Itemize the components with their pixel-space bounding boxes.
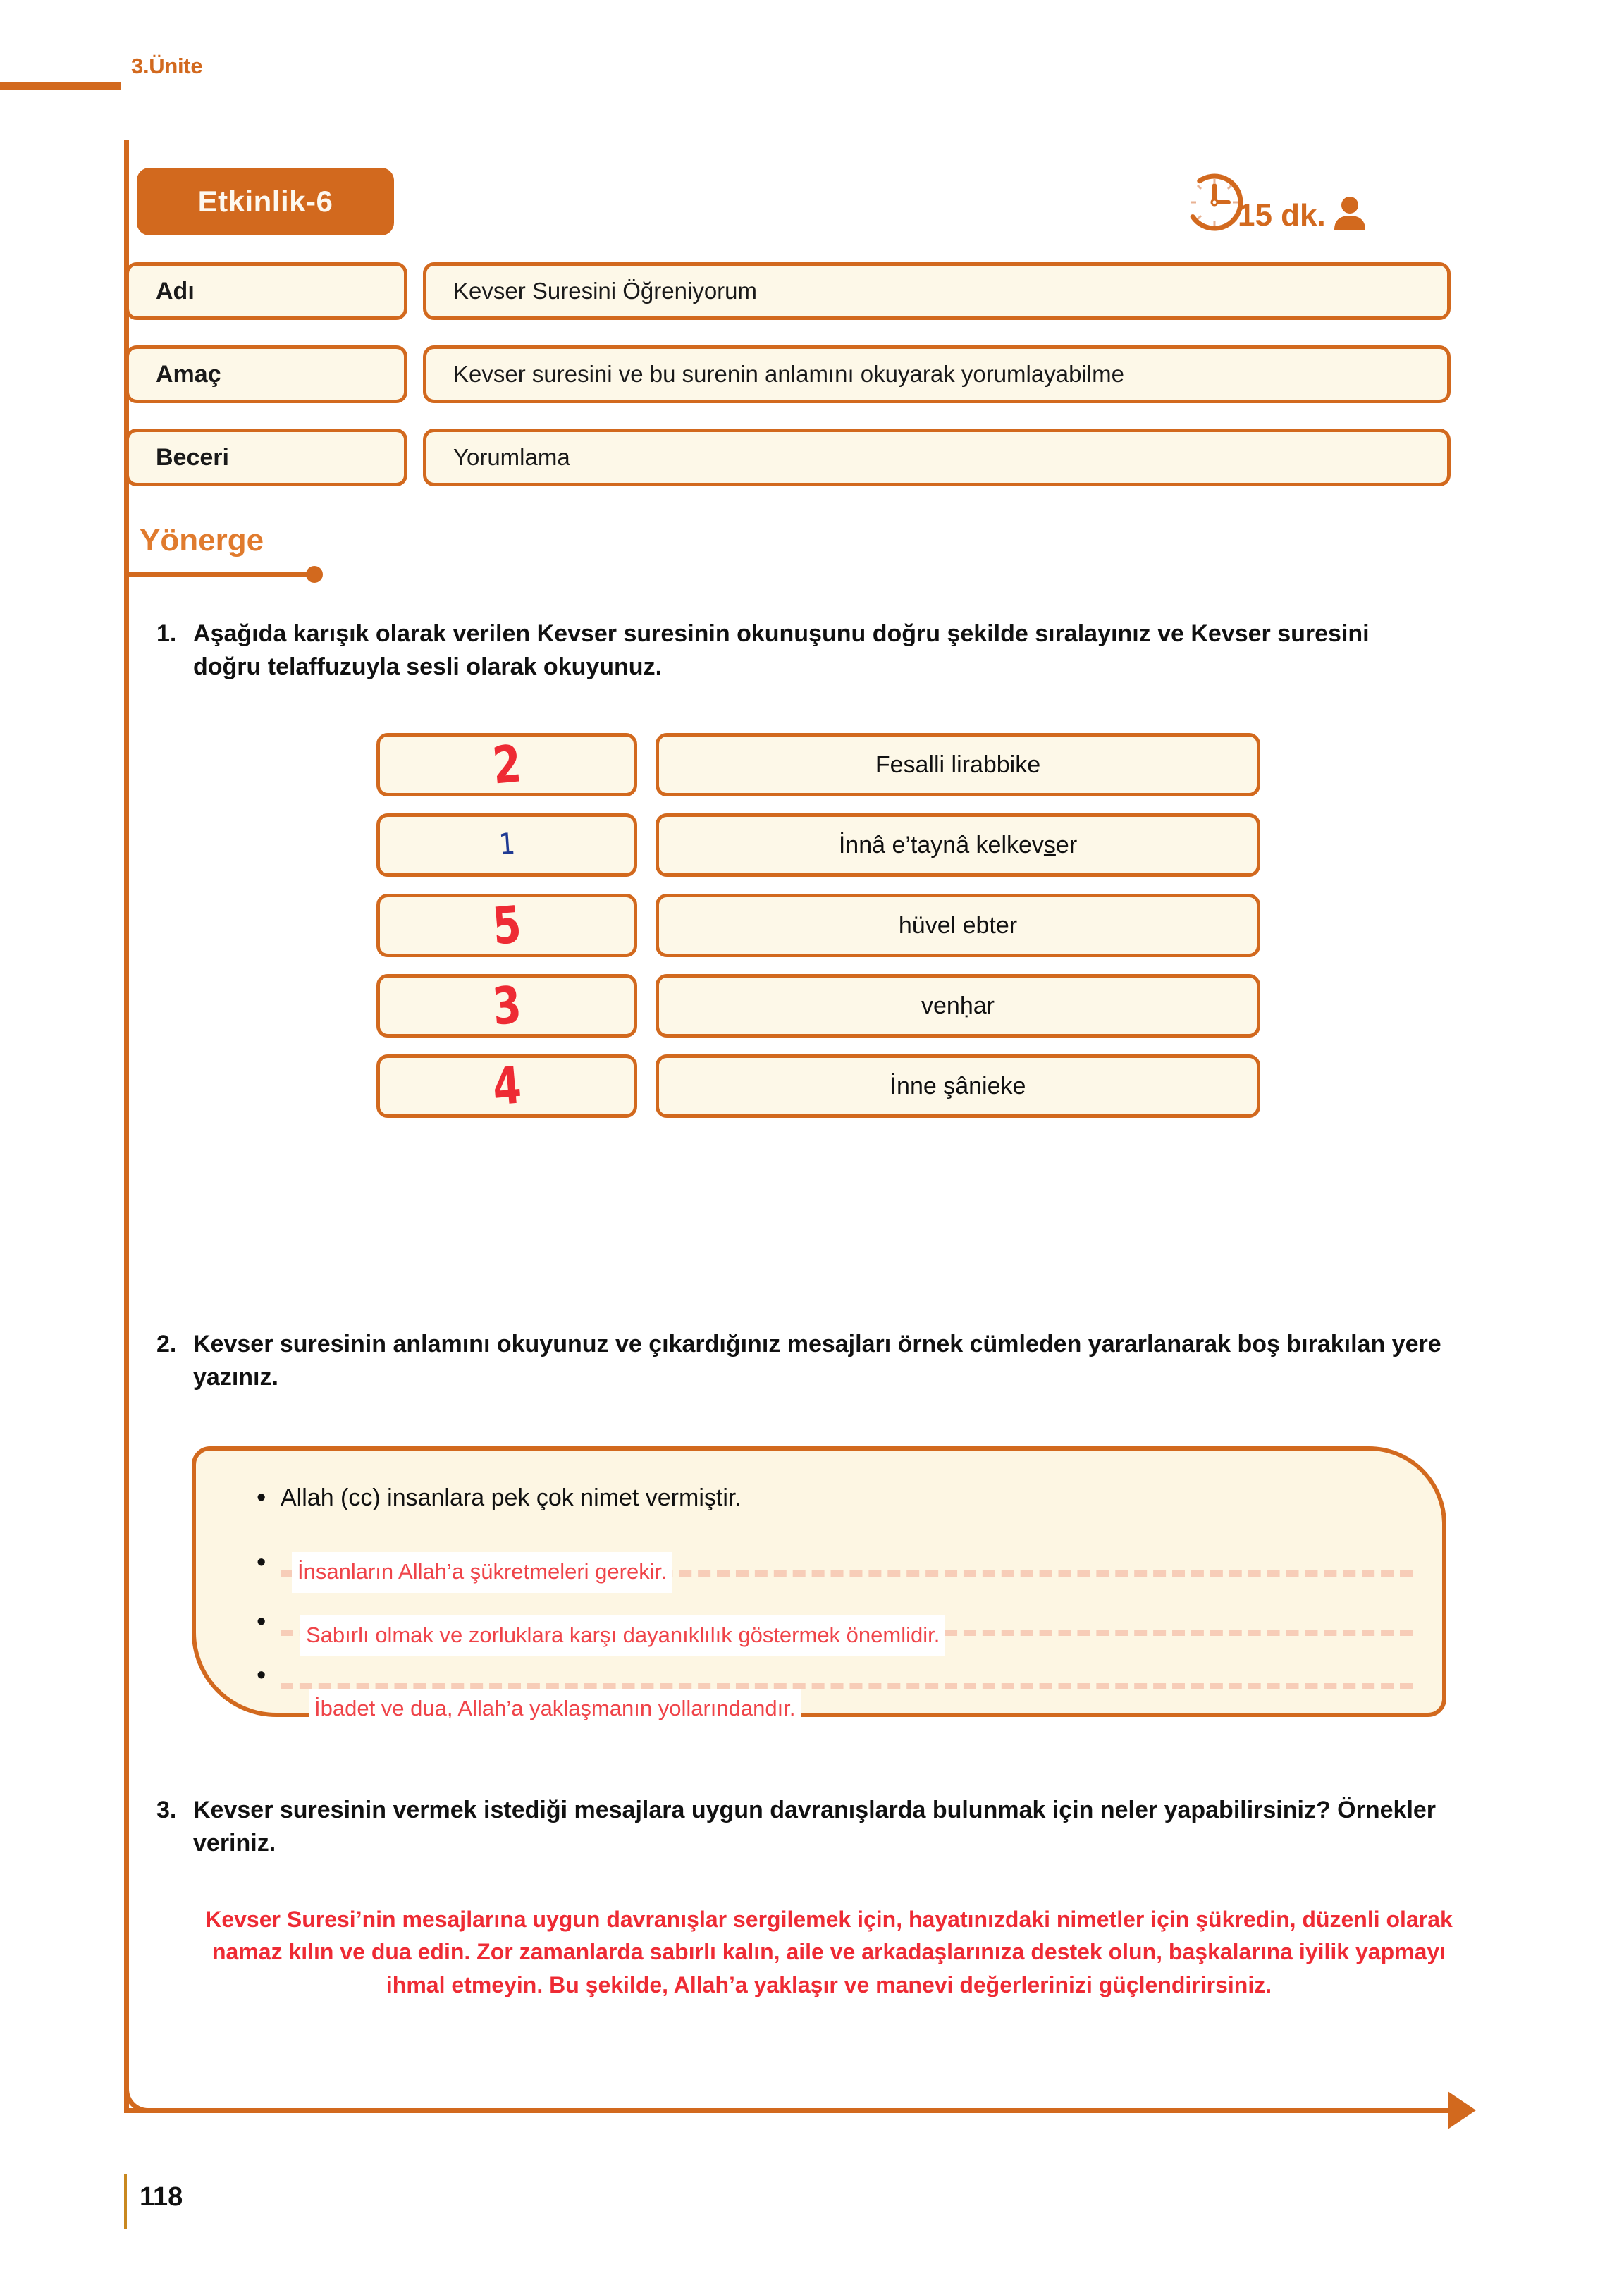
order-verse-cell bbox=[656, 1054, 1260, 1118]
instructions-dot bbox=[306, 566, 323, 583]
instructions-title: Yönerge bbox=[140, 523, 264, 558]
handwritten-answer: 5 bbox=[490, 894, 524, 957]
order-verse-cell bbox=[656, 974, 1260, 1038]
question-2-number: 2. bbox=[156, 1331, 177, 1358]
rail-corner bbox=[124, 2072, 166, 2113]
question-3 bbox=[156, 1794, 1439, 1860]
info-value-adi: Kevser Suresini Öğreniyorum bbox=[423, 262, 1451, 320]
bottom-arrow-head-icon bbox=[1448, 2091, 1476, 2129]
handwritten-answer: 1 bbox=[498, 827, 516, 862]
question-1 bbox=[156, 617, 1432, 684]
order-answer-cell[interactable] bbox=[376, 894, 637, 957]
info-row-adi bbox=[125, 262, 1451, 320]
duration-label: 15 dk. bbox=[1238, 198, 1326, 233]
question-3-number: 3. bbox=[156, 1797, 177, 1823]
written-answer-3: İbadet ve dua, Allah’a yaklaşmanın yollarındandır. bbox=[309, 1689, 801, 1730]
answer-line-3[interactable] bbox=[257, 1661, 1413, 1720]
unit-accent-bar bbox=[0, 82, 121, 90]
info-value-beceri: Yorumlama bbox=[423, 429, 1451, 486]
sample-text: Allah (cc) insanlara pek çok nimet vermiştir. bbox=[281, 1484, 742, 1511]
verse-text: İnne şânieke bbox=[890, 1072, 1026, 1100]
order-verse-cell bbox=[656, 894, 1260, 957]
dashed-blank bbox=[281, 1608, 1413, 1647]
question-3-written-answer: Kevser Suresi’nin mesajlarına uygun davranışlar sergilemek için, hayatınızdaki nimetler için şükredin, düzenli olarak namaz kılın ve dua edin. Zor zamanlarda sabırlı kalın, aile ve arkadaşlarınıza destek olun, başkalarına iyilik yapmayı ihmal etmeyin. Bu şekilde, Allah’a yaklaşır ve manevi değerlerinizi güçlendirirsiniz. bbox=[205, 1907, 1453, 1997]
answer-box bbox=[192, 1446, 1446, 1720]
table-row bbox=[376, 974, 1260, 1038]
info-value-amac: Kevser suresini ve bu surenin anlamını okuyarak yorumlayabilme bbox=[423, 345, 1451, 403]
ordering-table bbox=[376, 733, 1260, 1135]
clock-icon bbox=[1184, 172, 1245, 233]
page-number: 118 bbox=[140, 2182, 183, 2212]
order-answer-cell[interactable] bbox=[376, 813, 637, 877]
dashed-blank bbox=[281, 1549, 1413, 1583]
bottom-arrow-line bbox=[124, 2108, 1453, 2113]
verse-text: hüvel ebter bbox=[898, 911, 1018, 939]
page-number-rule bbox=[124, 2174, 127, 2229]
info-key-amac: Amaç bbox=[125, 345, 407, 403]
handwritten-answer: 2 bbox=[490, 733, 524, 796]
answer-line-2[interactable] bbox=[257, 1607, 1413, 1647]
question-2-text: Kevser suresinin anlamını okuyunuz ve çıkardığınız mesajları örnek cümleden yararlanarak boş bırakılan yere yazınız. bbox=[193, 1331, 1441, 1391]
table-row bbox=[376, 1054, 1260, 1118]
table-row bbox=[376, 894, 1260, 957]
order-answer-cell[interactable] bbox=[376, 733, 637, 796]
info-row-amac bbox=[125, 345, 1451, 403]
order-answer-cell[interactable] bbox=[376, 974, 637, 1038]
instructions-underline bbox=[124, 572, 314, 577]
bullet-icon: • bbox=[257, 1661, 266, 1690]
written-answer-2: Sabırlı olmak ve zorluklara karşı dayanıklılık göstermek önemlidir. bbox=[300, 1615, 945, 1656]
verse-text-underlined: s bbox=[1043, 831, 1056, 858]
activity-badge: Etkinlik-6 bbox=[137, 168, 394, 235]
dashed-blank bbox=[281, 1662, 1413, 1720]
written-answer-1: İnsanların Allah’a şükretmeleri gerekir. bbox=[292, 1552, 672, 1593]
verse-text: Fesalli lirabbike bbox=[875, 751, 1041, 778]
answer-line-1[interactable] bbox=[257, 1549, 1413, 1583]
question-3-text: Kevser suresinin vermek istediği mesajlara uygun davranışlarda bulunmak için neler yapabilirsiniz? Örnekler veriniz. bbox=[193, 1797, 1437, 1857]
sample-bullet-item bbox=[257, 1484, 742, 1512]
table-row bbox=[376, 813, 1260, 877]
handwritten-answer: 3 bbox=[490, 974, 524, 1038]
bullet-icon: • bbox=[257, 1548, 266, 1577]
bullet-icon: • bbox=[257, 1483, 266, 1513]
verse-text: İnnâ e’taynâ kelkev bbox=[838, 831, 1044, 858]
bullet-icon: • bbox=[257, 1607, 266, 1637]
order-verse-cell bbox=[656, 733, 1260, 796]
info-key-beceri: Beceri bbox=[125, 429, 407, 486]
question-1-text: Aşağıda karışık olarak verilen Kevser suresinin okunuşunu doğru şekilde sıralayınız ve Kevser suresini doğru telaffuzuyla sesli olarak okuyunuz. bbox=[193, 620, 1370, 680]
handwritten-answer: 4 bbox=[490, 1054, 524, 1118]
verse-text: venḥar bbox=[921, 992, 995, 1019]
unit-label: 3.Ünite bbox=[131, 54, 203, 78]
question-2 bbox=[156, 1328, 1453, 1394]
order-answer-cell[interactable] bbox=[376, 1054, 637, 1118]
table-row bbox=[376, 733, 1260, 796]
duration-group bbox=[1184, 172, 1368, 233]
question-1-number: 1. bbox=[156, 620, 177, 647]
person-icon bbox=[1331, 195, 1368, 231]
info-row-beceri bbox=[125, 429, 1451, 486]
info-key-adi: Adı bbox=[125, 262, 407, 320]
verse-text-tail: er bbox=[1055, 831, 1078, 858]
order-verse-cell bbox=[656, 813, 1260, 877]
